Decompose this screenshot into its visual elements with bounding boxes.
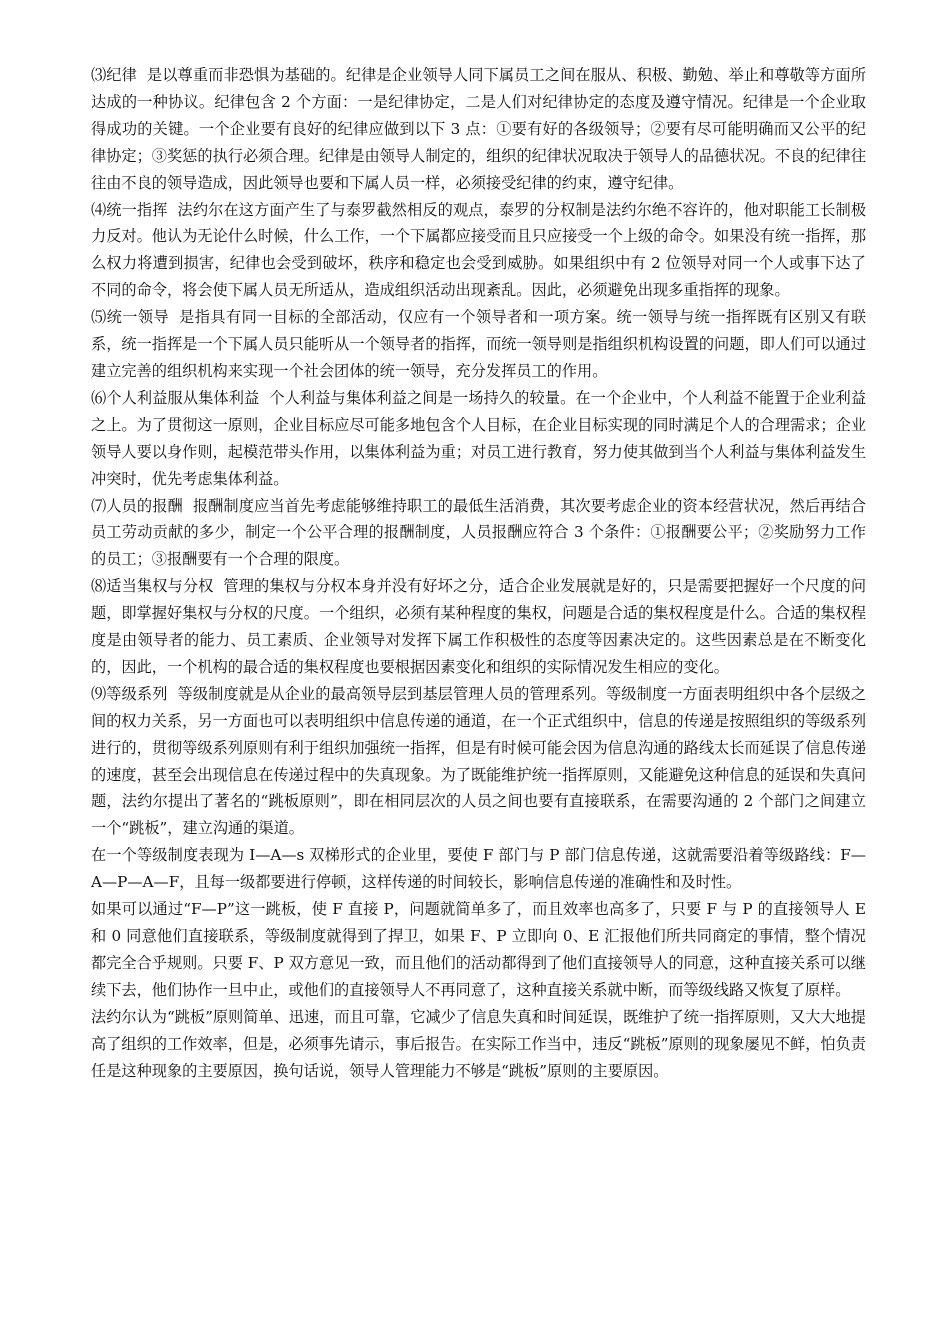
body-paragraph: 法约尔认为“跳板”原则简单、迅速，而且可靠，它减少了信息失真和时间延误，既维护了统一指挥原则，又大大地提高了组织的工作效率，但是，必须事先请示，事后报告。在实际工作当中，违反“跳板”原则的现象屡见不鲜，怕负责任是这种现象的主要原因，换句话说，领导人管理能力不够是“跳板”原则的主要原因。 (91, 1007, 866, 1080)
section-heading: ⑼等级系列 (91, 684, 168, 703)
principle-unity-of-command (91, 197, 866, 305)
section-body: 报酬制度应当首先考虑能够维持职工的最低生活消费，其次要考虑企业的资本经营状况，然后再结合员工劳动贡献的多少，制定一个公平合理的报酬制度，人员报酬应符合 3 个条件：①报酬要公平；②奖励努力工作的员工；③报酬要有一个合理的限度。 (91, 496, 867, 569)
body-paragraph: 如果可以通过“F—P”这一跳板，使 F 直接 P，问题就简单多了，而且效率也高多了，只要 F 与 P 的直接领导人 E 和 0 同意他们直接联系，等级制度就得到了捍卫，如果 F、P 立即向 0、E 汇报他们所共同商定的事情，整个情况都完全合乎规则。只要 F、P 双方意见一致，而且他们的活动都得到了他们直接领导人的同意，这种直接关系可以继续下去，他们协作一旦中止，或他们的直接领导人不再同意了，这种直接关系就中断，而等级线路又恢复了原样。 (91, 900, 866, 999)
section-body: 法约尔在这方面产生了与泰罗截然相反的观点，泰罗的分权制是法约尔绝不容许的，他对职能工长制极力反对。他认为无论什么时候，什么工作，一个下属都应接受而且只应接受一个上级的命令。如果没有统一指挥，那么权力将遭到损害，纪律也会受到破坏，秩序和稳定也会受到威胁。如果组织中有 2 位领导对同一个人或事下达了不同的命令，将会使下属人员无所适从，造成组织活动出现紊乱。因此，必须避免出现多重指挥的现象。 (91, 200, 867, 300)
principle-scalar-chain (91, 681, 866, 842)
principle-unity-of-direction (91, 304, 866, 385)
principle-centralization (91, 573, 866, 681)
section-body: 个人利益与集体利益之间是一场持久的较量。在一个企业中，个人利益不能置于企业利益之上。为了贯彻这一原则，企业目标应尽可能多地包含个人目标，在企业目标实现的同时满足个人的合理需求；企业领导人要以身作则，起模范带头作用，以集体利益为重；对员工进行教育，努力使其做到当个人利益与集体利益发生冲突时，优先考虑集体利益。 (91, 388, 867, 488)
principle-remuneration (91, 493, 866, 574)
section-heading: ⑸统一领导 (91, 308, 170, 327)
section-heading: ⑹个人利益服从集体利益 (91, 388, 260, 407)
body-paragraph: 在一个等级制度表现为 I—A—s 双梯形式的企业里，要使 F 部门与 P 部门信息传递，这就需要沿着等级路线：F—A—P—A—F，且每一级都要进行停顿，这样传递的时间较长，影响信息传递的准确性和及时性。 (91, 846, 866, 892)
principle-subordination-of-interest (91, 385, 866, 493)
section-body: 是以尊重而非恐惧为基础的。纪律是企业领导人同下属员工之间在服从、积极、勤勉、举止和尊敬等方面所达成的一种协议。纪律包含 2 个方面：一是纪律协定，二是人们对纪律协定的态度及遵守情况。纪律是一个企业取得成功的关键。一个企业要有良好的纪律应做到以下 3 点：①要有好的各级领导；②要有尽可能明确而又公平的纪律协定；③奖惩的执行必须合理。纪律是由领导人制定的，组织的纪律状况取决于领导人的品德状况。不良的纪律往往由不良的领导造成，因此领导也要和下属人员一样，必须接受纪律的约束，遵守纪律。 (91, 66, 867, 192)
section-body: 是指具有同一目标的全部活动，仅应有一个领导者和一项方案。统一领导与统一指挥既有区别又有联系，统一指挥是一个下属人员只能听从一个领导者的指挥，而统一领导则是指组织机构设置的问题，即人们可以通过建立完善的组织机构来实现一个社会团体的统一领导，充分发挥员工的作用。 (91, 308, 867, 380)
section-heading: ⑷统一指挥 (91, 200, 168, 219)
section-body: 管理的集权与分权本身并没有好坏之分，适合企业发展就是好的，只是需要把握好一个尺度的问题，即掌握好集权与分权的尺度。一个组织，必须有某种程度的集权，问题是合适的集权程度是什么。合适的集权程度是由领导者的能力、员工素质、企业领导对发挥下属工作积极性的态度等因素决定的。这些因素总是在不断变化的，因此，一个机构的最合适的集权程度也要根据因素变化和组织的实际情况发生相应的变化。 (91, 577, 867, 676)
section-heading: ⑻适当集权与分权 (91, 577, 214, 596)
section-heading: ⑺人员的报酬 (91, 496, 183, 515)
section-heading: ⑶纪律 (91, 66, 137, 84)
principle-discipline (91, 62, 866, 197)
document-page (91, 62, 866, 1084)
section-body: 等级制度就是从企业的最高领导层到基层管理人员的管理系列。等级制度一方面表明组织中各个层级之间的权力关系，另一方面也可以表明组织中信息传递的通道，在一个正式组织中，信息的传递是按照组织的等级系列进行的，贯彻等级系列原则有利于组织加强统一指挥，但是有时候可能会因为信息沟通的路线太长而延误了信息传递的速度，甚至会出现信息在传递过程中的失真现象。为了既能维护统一指挥原则，又能避免这种信息的延误和失真问题，法约尔提出了著名的“跳板原则”，即在相同层次的人员之间也要有直接联系，在需要沟通的 2 个部门之间建立一个“跳板”，建立沟通的渠道。 (91, 684, 867, 838)
